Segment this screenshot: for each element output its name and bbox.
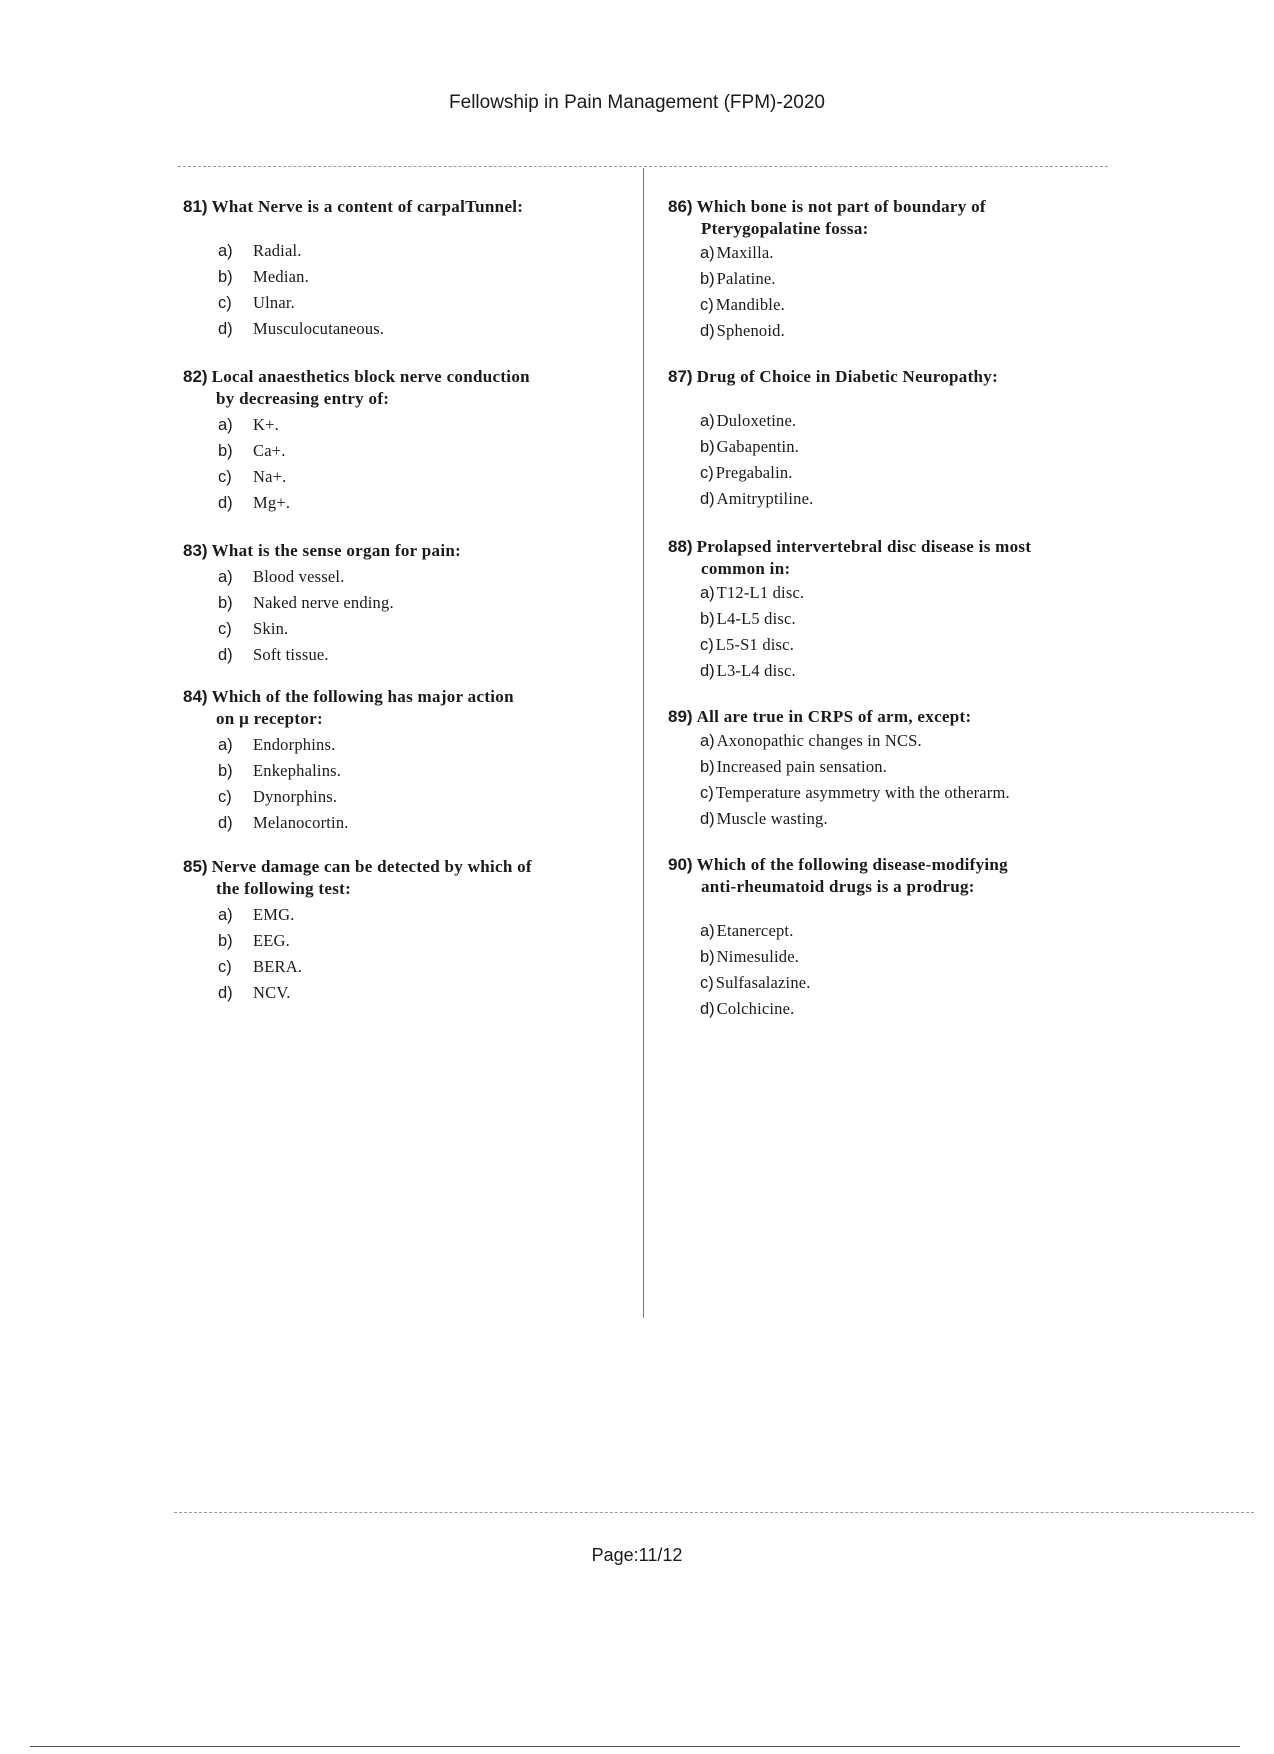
option-letter: b) [218, 932, 233, 950]
option-text: Naked nerve ending. [253, 593, 394, 612]
option-list [700, 580, 1031, 684]
option-letter: d) [218, 320, 233, 338]
option-list [218, 902, 532, 1006]
option-list [700, 408, 998, 512]
option-item [218, 412, 530, 438]
option-letter: c) [218, 958, 232, 976]
option-item [700, 580, 1031, 606]
option-text: Na+. [253, 467, 287, 486]
question-86 [668, 196, 986, 344]
option-item [700, 606, 1031, 632]
option-item [700, 266, 986, 292]
option-item [218, 264, 523, 290]
option-letter: c) [700, 784, 714, 802]
option-item [218, 928, 532, 954]
option-item [218, 732, 514, 758]
question-number: 84) [183, 687, 208, 706]
option-letter: b) [700, 438, 715, 456]
option-text: Radial. [253, 241, 302, 260]
option-text: NCV. [253, 983, 291, 1002]
question-89 [668, 706, 1010, 832]
option-item [700, 780, 1010, 806]
option-letter: d) [700, 662, 715, 680]
option-text: Dynorphins. [253, 787, 338, 806]
option-text: L5-S1 disc. [715, 635, 795, 654]
option-text: Blood vessel. [253, 567, 345, 586]
option-item [700, 754, 1010, 780]
option-list [218, 564, 461, 668]
question-text-continued: common in: [701, 559, 791, 578]
option-letter: a) [218, 416, 233, 434]
question-text-continued: the following test: [216, 879, 352, 898]
question-number: 83) [183, 541, 208, 560]
option-list [218, 412, 530, 516]
option-letter: b) [218, 442, 233, 460]
option-list [218, 732, 514, 836]
option-letter: b) [700, 270, 715, 288]
question-81 [183, 196, 523, 342]
question-number: 86) [668, 197, 693, 216]
option-item [218, 758, 514, 784]
question-number: 89) [668, 707, 693, 726]
option-item [218, 642, 461, 668]
option-letter: d) [218, 814, 233, 832]
option-letter: d) [700, 490, 715, 508]
option-letter: b) [218, 762, 233, 780]
question-text: Local anaesthetics block nerve conduction [211, 367, 530, 386]
page-number: Page:11/12 [591, 1545, 683, 1565]
option-letter: a) [218, 906, 233, 924]
question-text: Which of the following disease-modifying [696, 855, 1008, 874]
option-letter: d) [218, 646, 233, 664]
option-letter: b) [218, 594, 233, 612]
question-text: Which bone is not part of boundary of [696, 197, 986, 216]
question-text: Drug of Choice in Diabetic Neuropathy: [696, 367, 999, 386]
option-list [700, 728, 1010, 832]
option-text: Muscle wasting. [716, 809, 828, 828]
question-88 [668, 536, 1031, 684]
option-text: Mandible. [715, 295, 785, 314]
option-letter: c) [700, 636, 714, 654]
option-letter: b) [218, 268, 233, 286]
option-item [700, 970, 1008, 996]
option-letter: a) [700, 732, 715, 750]
question-84 [183, 686, 514, 836]
header-rule [178, 166, 1108, 167]
question-number: 87) [668, 367, 693, 386]
question-82 [183, 366, 530, 516]
option-text: Palatine. [716, 269, 776, 288]
option-letter: a) [218, 568, 233, 586]
option-text: T12-L1 disc. [716, 583, 805, 602]
option-letter: c) [700, 464, 714, 482]
option-text: Endorphins. [253, 735, 336, 754]
option-text: Colchicine. [716, 999, 795, 1018]
option-item [218, 316, 523, 342]
option-text: K+. [253, 415, 279, 434]
option-text: Mg+. [253, 493, 291, 512]
option-item [700, 944, 1008, 970]
option-item [218, 954, 532, 980]
question-text-continued: on μ receptor: [216, 709, 323, 728]
column-divider [643, 168, 644, 1318]
option-text: Pregabalin. [715, 463, 793, 482]
option-text: Axonopathic changes in NCS. [716, 731, 922, 750]
footer-rule [174, 1512, 1254, 1513]
option-text: Sulfasalazine. [715, 973, 811, 992]
option-text: Maxilla. [716, 243, 774, 262]
question-text: What Nerve is a content of carpalTunnel: [211, 197, 524, 216]
option-text: Ca+. [253, 441, 286, 460]
question-85 [183, 856, 532, 1006]
option-text: Melanocortin. [253, 813, 349, 832]
option-text: Amitryptiline. [716, 489, 814, 508]
option-letter: a) [700, 412, 715, 430]
option-text: EEG. [253, 931, 290, 950]
option-letter: d) [218, 494, 233, 512]
option-text: L3-L4 disc. [716, 661, 796, 680]
option-letter: b) [700, 758, 715, 776]
option-letter: b) [700, 948, 715, 966]
option-text: Median. [253, 267, 309, 286]
option-item [218, 290, 523, 316]
option-text: Skin. [253, 619, 289, 638]
question-number: 82) [183, 367, 208, 386]
option-text: EMG. [253, 905, 295, 924]
option-list [218, 238, 523, 342]
page-bottom-rule [30, 1746, 1240, 1747]
option-item [700, 318, 986, 344]
question-number: 88) [668, 537, 693, 556]
option-letter: a) [700, 244, 715, 262]
option-item [700, 918, 1008, 944]
option-letter: a) [700, 584, 715, 602]
option-text: Temperature asymmetry with the otherarm. [715, 783, 1010, 802]
question-text: What is the sense organ for pain: [211, 541, 462, 560]
option-text: Musculocutaneous. [253, 319, 385, 338]
option-letter: d) [700, 810, 715, 828]
option-text: Increased pain sensation. [716, 757, 888, 776]
option-text: Etanercept. [716, 921, 794, 940]
option-letter: b) [700, 610, 715, 628]
option-letter: d) [218, 984, 233, 1002]
question-text: Prolapsed intervertebral disc disease is most [696, 537, 1032, 556]
question-text-continued: anti-rheumatoid drugs is a prodrug: [701, 877, 975, 896]
question-text: Which of the following has major action [211, 687, 514, 706]
option-item [700, 996, 1008, 1022]
option-item [700, 806, 1010, 832]
option-item [700, 408, 998, 434]
option-letter: a) [700, 922, 715, 940]
question-90 [668, 854, 1008, 1022]
page-title: Fellowship in Pain Management (FPM)-2020 [449, 92, 825, 113]
question-number: 85) [183, 857, 208, 876]
option-item [218, 564, 461, 590]
option-letter: c) [218, 468, 232, 486]
question-number: 81) [183, 197, 208, 216]
option-text: Duloxetine. [716, 411, 797, 430]
option-item [218, 238, 523, 264]
option-letter: c) [218, 294, 232, 312]
option-letter: d) [700, 1000, 715, 1018]
option-item [218, 810, 514, 836]
question-text: All are true in CRPS of arm, except: [696, 707, 972, 726]
option-item [700, 240, 986, 266]
option-letter: a) [218, 242, 233, 260]
option-item [218, 784, 514, 810]
question-number: 90) [668, 855, 693, 874]
option-list [700, 240, 986, 344]
option-item [700, 728, 1010, 754]
option-item [700, 486, 998, 512]
option-list [700, 918, 1008, 1022]
option-text: Gabapentin. [716, 437, 800, 456]
question-87 [668, 366, 998, 512]
option-text: Sphenoid. [716, 321, 785, 340]
option-text: Ulnar. [253, 293, 295, 312]
option-item [700, 460, 998, 486]
option-item [218, 980, 532, 1006]
question-text-continued: Pterygopalatine fossa: [701, 219, 869, 238]
option-item [218, 590, 461, 616]
option-letter: c) [218, 788, 232, 806]
option-letter: c) [700, 296, 714, 314]
option-item [700, 292, 986, 318]
option-text: Enkephalins. [253, 761, 342, 780]
option-text: Nimesulide. [716, 947, 800, 966]
option-text: BERA. [253, 957, 303, 976]
option-text: Soft tissue. [253, 645, 329, 664]
option-item [700, 434, 998, 460]
option-letter: c) [218, 620, 232, 638]
option-letter: a) [218, 736, 233, 754]
option-item [218, 902, 532, 928]
option-item [218, 616, 461, 642]
option-letter: c) [700, 974, 714, 992]
question-83 [183, 540, 461, 668]
option-letter: d) [700, 322, 715, 340]
question-text-continued: by decreasing entry of: [216, 389, 390, 408]
option-item [700, 658, 1031, 684]
option-item [218, 490, 530, 516]
option-item [700, 632, 1031, 658]
question-text: Nerve damage can be detected by which of [211, 857, 532, 876]
option-text: L4-L5 disc. [716, 609, 796, 628]
option-item [218, 464, 530, 490]
option-item [218, 438, 530, 464]
